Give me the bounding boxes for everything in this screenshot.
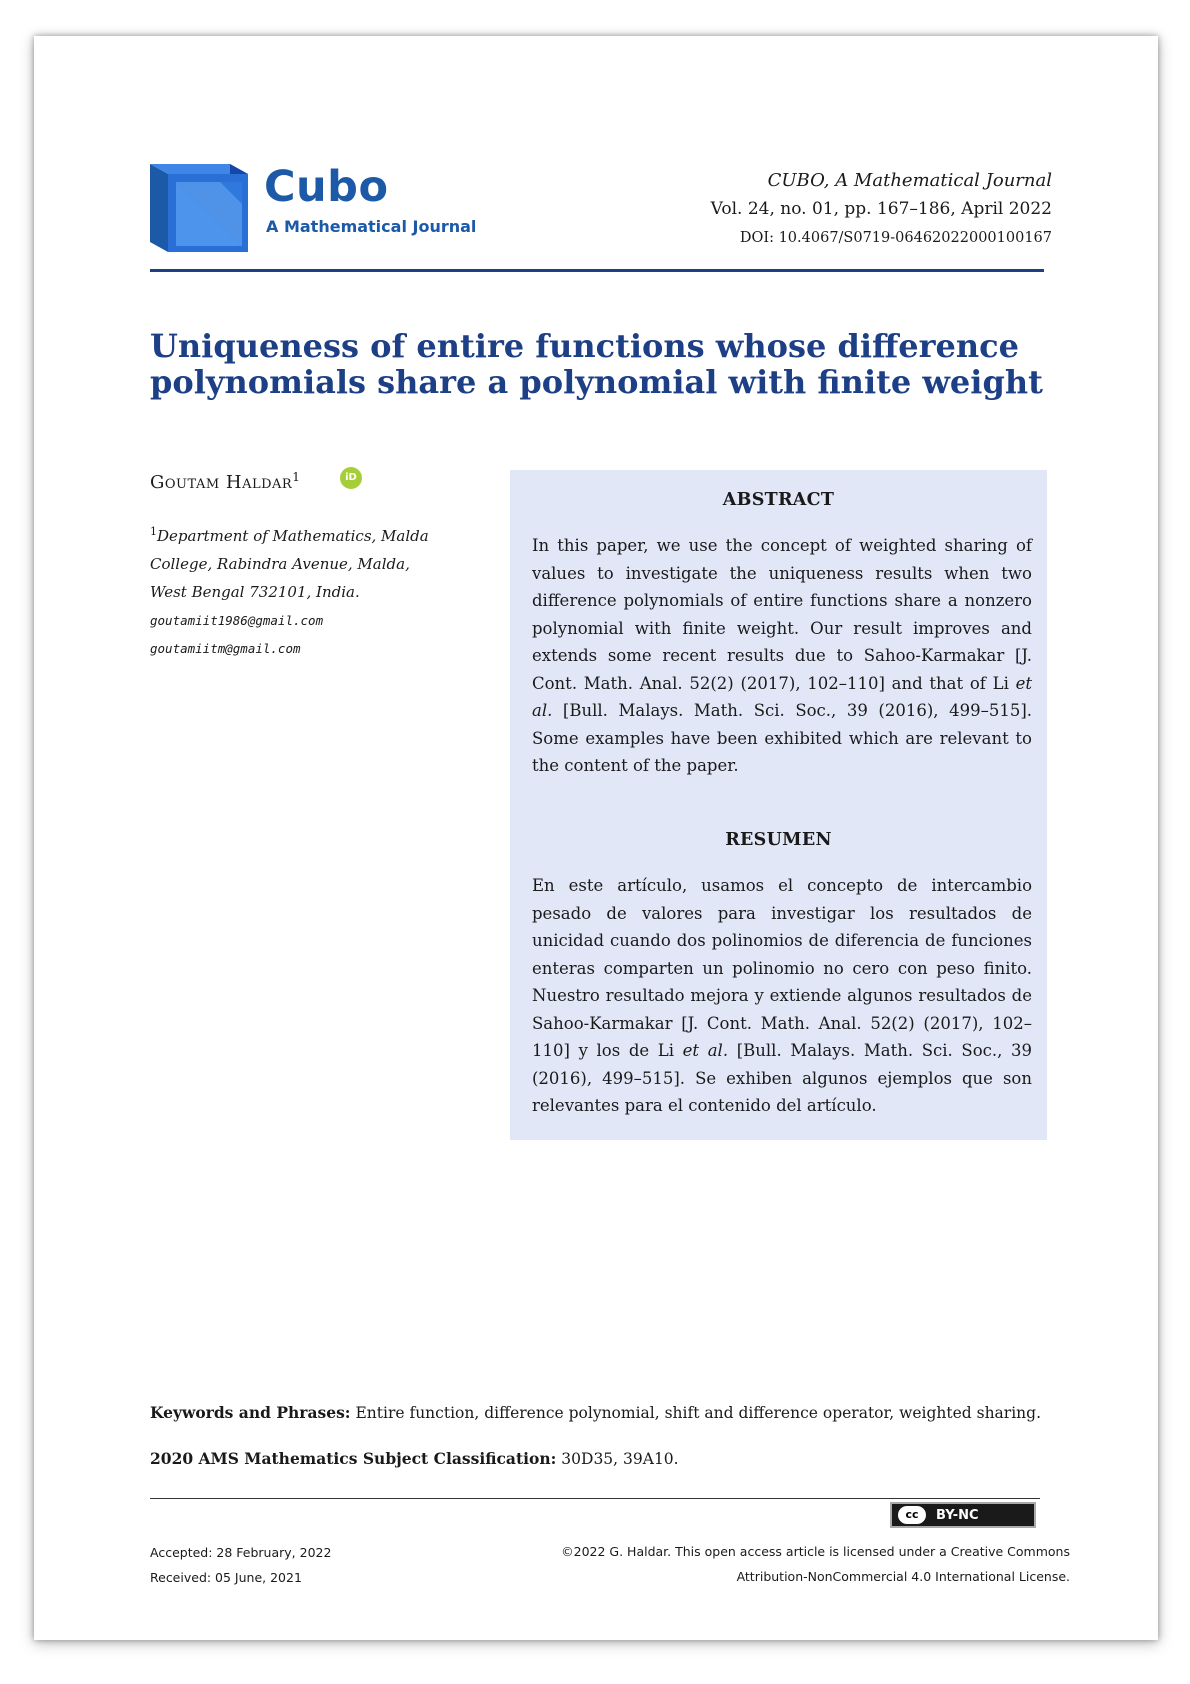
keywords [150,1405,1050,1422]
abstract-etal: et al. [532,673,1032,720]
ams-classification [150,1451,1050,1468]
volume-line: Vol. 24, no. 01, pp. 167–186, April 2022 [710,199,1052,219]
logo-name: Cubo [264,162,389,212]
author-name-text: Goutam Haldar [150,472,293,493]
keywords-label: Keywords and Phrases: [150,1403,351,1422]
abstract-text-part: [Bull. Malays. Math. Sci. Soc., 39 (2016), 499–515]. Some examples have been exhibited which are relevant to the content of the paper. [532,701,1032,775]
doi[interactable]: DOI: 10.4067/S0719-06462022000100167 [739,230,1052,246]
dates [150,1540,331,1590]
affiliation-line: Department of Mathematics, Malda [157,527,429,545]
abstract-box [510,470,1047,1140]
resumen-text-part: En este artículo, usamos el concepto de intercambio pesado de valores para investigar los resultados de unicidad cuando dos polinomios de diferencia de funciones enteras comparten un polinomio no cero con peso finito. Nuestro resultado mejora y extiende algunos resultados de Sahoo-Karmakar [J. Cont. Math. Anal. 52(2) (2017), 102–110] y los de Li [532,876,1032,1060]
abstract-text [532,532,1032,780]
resumen-text [532,872,1032,1120]
journal-name: CUBO, A Mathematical Journal [767,170,1052,191]
resumen-heading: RESUMEN [725,830,832,850]
journal-meta [711,166,1052,253]
email-list [150,607,323,663]
resumen-etal: et al. [682,1041,729,1060]
author-superscript: 1 [292,470,301,484]
cc-icon: cc [898,1506,926,1524]
orcid-icon[interactable]: iD [340,467,362,489]
license-line: ©2022 G. Haldar. This open access article is licensed under a Creative Commons [561,1544,1070,1559]
abstract-heading: ABSTRACT [722,490,835,510]
ams-value: 30D35, 39A10. [561,1450,679,1468]
keywords-value: Entire function, difference polynomial, shift and difference operator, weighted sharing. [355,1404,1041,1422]
abstract-text-part: In this paper, we use the concept of weighted sharing of values to investigate the uniqueness results when two difference polynomials of entire functions share a nonzero polynomial with finite weight. Our result improves and extends some recent results due to Sahoo-Karmakar [J. Cont. Math. Anal. 52(2) (2017), 102–110] and that of Li [532,536,1032,693]
ams-label: 2020 AMS Mathematics Subject Classification: [150,1449,557,1468]
license-text [561,1539,1070,1589]
cubo-logo-icon [150,164,260,256]
header-rule [150,269,1044,272]
email-link[interactable]: goutamiit1986@gmail.com [150,613,324,628]
resumen-text-part: [Bull. Malays. Math. Sci. Soc., 39 (2016), 499–515]. Se exhiben algunos ejemplos que son relevantes para el contenido del artículo. [532,1041,1033,1115]
received-date: Received: 05 June, 2021 [150,1570,302,1585]
logo-subtitle: A Mathematical Journal [266,217,477,236]
author-name [150,471,300,492]
footer-rule [150,1498,1040,1499]
accepted-date: Accepted: 28 February, 2022 [150,1545,332,1560]
affiliation-line: West Bengal 732101, India. [150,583,360,601]
email-link[interactable]: goutamiitm@gmail.com [150,641,301,656]
cc-license-label: BY-NC [936,1507,979,1523]
paper-title: Uniqueness of entire functions whose difference polynomials share a polynomial with finite weight [150,327,1043,401]
license-line[interactable]: Attribution-NonCommercial 4.0 International License. [736,1569,1070,1584]
affiliation-marker: 1 [150,525,157,538]
cc-license-badge[interactable] [890,1502,1036,1528]
affiliation [150,518,460,606]
affiliation-line: College, Rabindra Avenue, Malda, [150,555,410,573]
